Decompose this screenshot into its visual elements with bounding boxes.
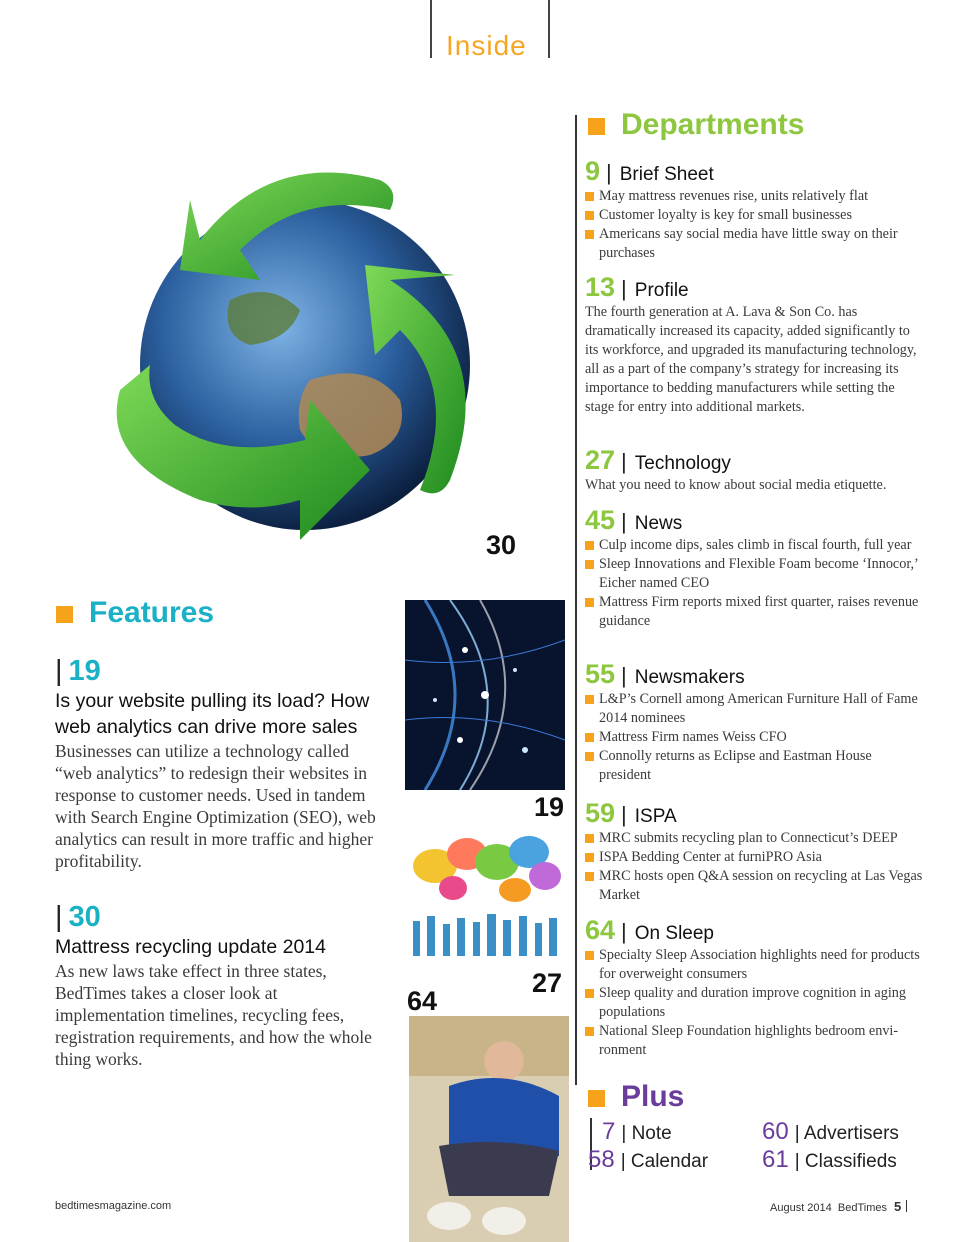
departments-heading xyxy=(588,108,804,142)
dept-header: 64 | On Sleep xyxy=(585,915,714,945)
dept-header: 45 | News xyxy=(585,505,683,535)
dept-title: Brief Sheet xyxy=(619,164,714,185)
dept-news xyxy=(585,505,925,631)
features-square-icon xyxy=(56,606,73,623)
header-divider-right xyxy=(548,0,550,58)
dept-number: 64 xyxy=(585,915,616,945)
dept-bullet: MRC hosts open Q&A session on recycling at Las Vegas Market xyxy=(585,867,925,905)
dept-bullet: Americans say social media have little sway on their purchases xyxy=(585,225,925,263)
plus-label: Note xyxy=(631,1123,672,1144)
feature-number: | 30 xyxy=(55,901,101,933)
page-title: Inside xyxy=(446,30,527,61)
dept-title: ISPA xyxy=(634,806,677,827)
dept-bullet: National Sleep Foundation highlights bedroom envi-ronment xyxy=(585,1022,925,1060)
footer-issue: August 2014 BedTimes xyxy=(770,1202,887,1214)
dept-bullet: Sleep Innovations and Flexible Foam become ‘Innocor,’ Eicher named CEO xyxy=(585,555,925,593)
dept-bullet: MRC submits recycling plan to Connecticut’s DEEP xyxy=(585,829,925,848)
feature-item-19 xyxy=(55,654,390,872)
feature-title: Is your website pulling its load? How web analytics can drive more sales xyxy=(55,690,370,738)
dept-bullet: Connolly returns as Eclipse and Eastman House president xyxy=(585,747,925,785)
footer-page-number: 5 xyxy=(894,1199,902,1214)
dept-bullet: Mattress Firm names Weiss CFO xyxy=(585,728,925,747)
plus-label: Classifieds xyxy=(804,1151,897,1172)
plus-heading-text: Plus xyxy=(621,1080,685,1113)
dept-technology xyxy=(585,445,925,495)
image-label-people: 27 xyxy=(532,968,563,998)
feature-body: As new laws take effect in three states, BedTimes takes a closer look at implementation timelines, recycling fees, registration requirements, and how the whole thing works. xyxy=(55,961,372,1069)
features-heading-text: Features xyxy=(89,596,215,629)
dept-number: 13 xyxy=(585,272,616,302)
image-label-network: 19 xyxy=(534,792,565,822)
dept-ispa xyxy=(585,798,925,905)
dept-bullet: Customer loyalty is key for small businesses xyxy=(585,206,925,225)
dept-bullet: Mattress Firm reports mixed first quarter, raises revenue guidance xyxy=(585,593,925,631)
dept-header: 13 | Profile xyxy=(585,272,689,302)
plus-number: 61 xyxy=(762,1146,789,1173)
dept-text: The fourth generation at A. Lava & Son Co. has dramatically increased its capacity, added significantly to its workforce, and upgraded its manufacturing technology, all as a part of the company’s strategy for increasing its importance to bedding manufacturers while setting the stage for entry into additional markets. xyxy=(585,304,917,415)
departments-square-icon xyxy=(588,118,605,135)
social-bubbles-image xyxy=(405,826,565,971)
image-label-sleep: 64 xyxy=(407,986,438,1016)
feature-number-value: 19 xyxy=(68,655,101,687)
plus-item-calendar: 58 | Calendar xyxy=(588,1146,709,1173)
dept-header: 9 | Brief Sheet xyxy=(585,156,714,186)
dept-number: 59 xyxy=(585,798,616,828)
header-divider-left xyxy=(430,0,432,58)
plus-number: 7 xyxy=(602,1118,616,1145)
dept-header: 59 | ISPA xyxy=(585,798,677,828)
plus-number: 60 xyxy=(762,1118,789,1145)
dept-title: Newsmakers xyxy=(634,667,745,688)
dept-text: What you need to know about social media etiquette. xyxy=(585,477,887,493)
footer-divider xyxy=(906,1200,907,1212)
plus-label: Advertisers xyxy=(803,1123,899,1144)
feature-item-30 xyxy=(55,900,390,1070)
dept-title: Profile xyxy=(634,280,689,301)
recycling-globe-image xyxy=(80,130,550,570)
feature-body: Businesses can utilize a technology called “web analytics” to redesign their websites in response to customer needs. Used in tandem with Search Engine Optimization (SEO), web analytics can result in more traffic and higher profitability. xyxy=(55,741,376,871)
plus-item-note: 7 | Note xyxy=(602,1118,672,1145)
plus-item-classifieds: 61 | Classifieds xyxy=(762,1146,897,1173)
plus-number: 58 xyxy=(588,1146,615,1173)
plus-heading xyxy=(588,1080,684,1114)
dept-bullet: Sleep quality and duration improve cognition in aging populations xyxy=(585,984,925,1022)
dept-title: News xyxy=(634,513,683,534)
dept-bullet: Culp income dips, sales climb in fiscal fourth, full year xyxy=(585,536,925,555)
departments-heading-text: Departments xyxy=(621,108,805,141)
departments-divider xyxy=(575,115,577,1085)
plus-square-icon xyxy=(588,1090,605,1107)
network-light-image xyxy=(405,600,565,790)
plus-label: Calendar xyxy=(630,1151,709,1172)
dept-on-sleep xyxy=(585,915,925,1060)
dept-header: 55 | Newsmakers xyxy=(585,659,745,689)
dept-bullet: May mattress revenues rise, units relatively flat xyxy=(585,187,925,206)
dept-newsmakers xyxy=(585,659,925,785)
image-label-globe: 30 xyxy=(486,530,517,560)
dept-title: Technology xyxy=(634,453,731,474)
dept-title: On Sleep xyxy=(634,923,714,944)
dept-bullet: ISPA Bedding Center at furniPRO Asia xyxy=(585,848,925,867)
plus-item-advertisers: 60 | Advertisers xyxy=(762,1118,899,1145)
dept-bullet: L&P’s Cornell among American Furniture Hall of Fame 2014 nominees xyxy=(585,690,925,728)
dept-number: 27 xyxy=(585,445,616,475)
dept-brief-sheet xyxy=(585,156,925,263)
sleeping-person-image xyxy=(409,1016,569,1242)
footer-site-url: bedtimesmagazine.com xyxy=(55,1200,172,1212)
dept-header: 27 | Technology xyxy=(585,445,731,475)
feature-title: Mattress recycling update 2014 xyxy=(55,936,326,958)
dept-number: 55 xyxy=(585,659,616,689)
feature-number-value: 30 xyxy=(68,901,101,933)
dept-bullet: Specialty Sleep Association highlights need for products for overweight consumers xyxy=(585,946,925,984)
features-heading xyxy=(56,596,214,630)
dept-number: 45 xyxy=(585,505,616,535)
dept-profile xyxy=(585,272,925,417)
dept-number: 9 xyxy=(585,156,601,186)
feature-number: | 19 xyxy=(55,655,101,687)
